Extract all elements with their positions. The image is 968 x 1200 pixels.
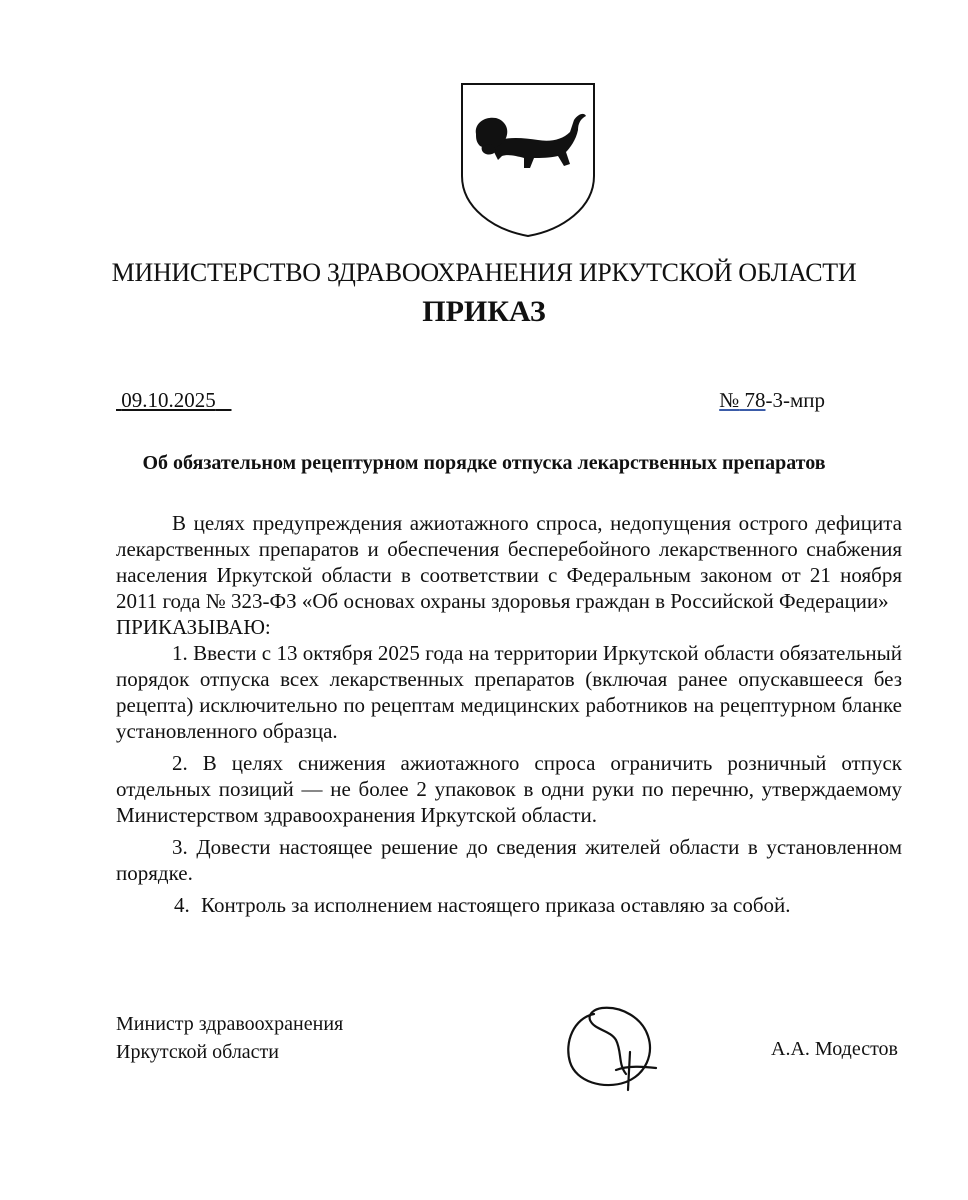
order-item-1: 1. Ввести с 13 октября 2025 года на территории Иркутской области обязательный порядок отпуска всех лекарственных препаратов (включая ранее опускавшееся без рецепта) исключительно по рецептам медицинских работников на рецептурном бланке установленного образца. [116,641,902,743]
signatory-position-line2: Иркутской области [116,1041,279,1063]
order-date: 09.10.2025 [121,388,216,412]
order-item-3: 3. Довести настоящее решение до сведения жителей области в установленном порядке. [116,835,902,885]
signature-icon [560,1000,670,1095]
signatory-name: А.А. Модестов [771,1038,898,1060]
order-body [116,510,902,918]
preamble-paragraph: В целях предупреждения ажиотажного спроса, недопущения острого дефицита лекарственных препаратов и обеспечения бесперебойного лекарственного снабжения населения Иркутской области в соответствии с Федеральным законом от 21 ноября 2011 года № 323-ФЗ «Об основах охраны здоровья граждан в Российской Федерации» [116,511,902,613]
signatory-position [116,1010,343,1066]
signatory-position-line1: Министр здравоохранения [116,1013,344,1035]
document-title: ПРИКАЗ [422,295,546,328]
order-subject: Об обязательном рецептурном порядке отпуска лекарственных препаратов [142,452,826,474]
coat-of-arms-icon [458,80,598,240]
order-word: ПРИКАЗЫВАЮ: [116,615,271,639]
order-item-4 [116,892,902,918]
order-item-4-number: 4. [174,893,190,917]
order-item-2: 2. В целях снижения ажиотажного спроса ограничить розничный отпуск отдельных позиций — не более 2 упаковок в одни руки по перечню, утверждаемому Министерством здравоохранения Иркутской области. [116,751,902,827]
order-number: № 78-3-мпр [719,388,825,412]
ministry-name: МИНИСТЕРСТВО ЗДРАВООХРАНЕНИЯ ИРКУТСКОЙ ОБЛАСТИ [111,258,857,287]
order-item-4-text: Контроль за исполнением настоящего приказа оставляю за собой. [201,893,791,917]
